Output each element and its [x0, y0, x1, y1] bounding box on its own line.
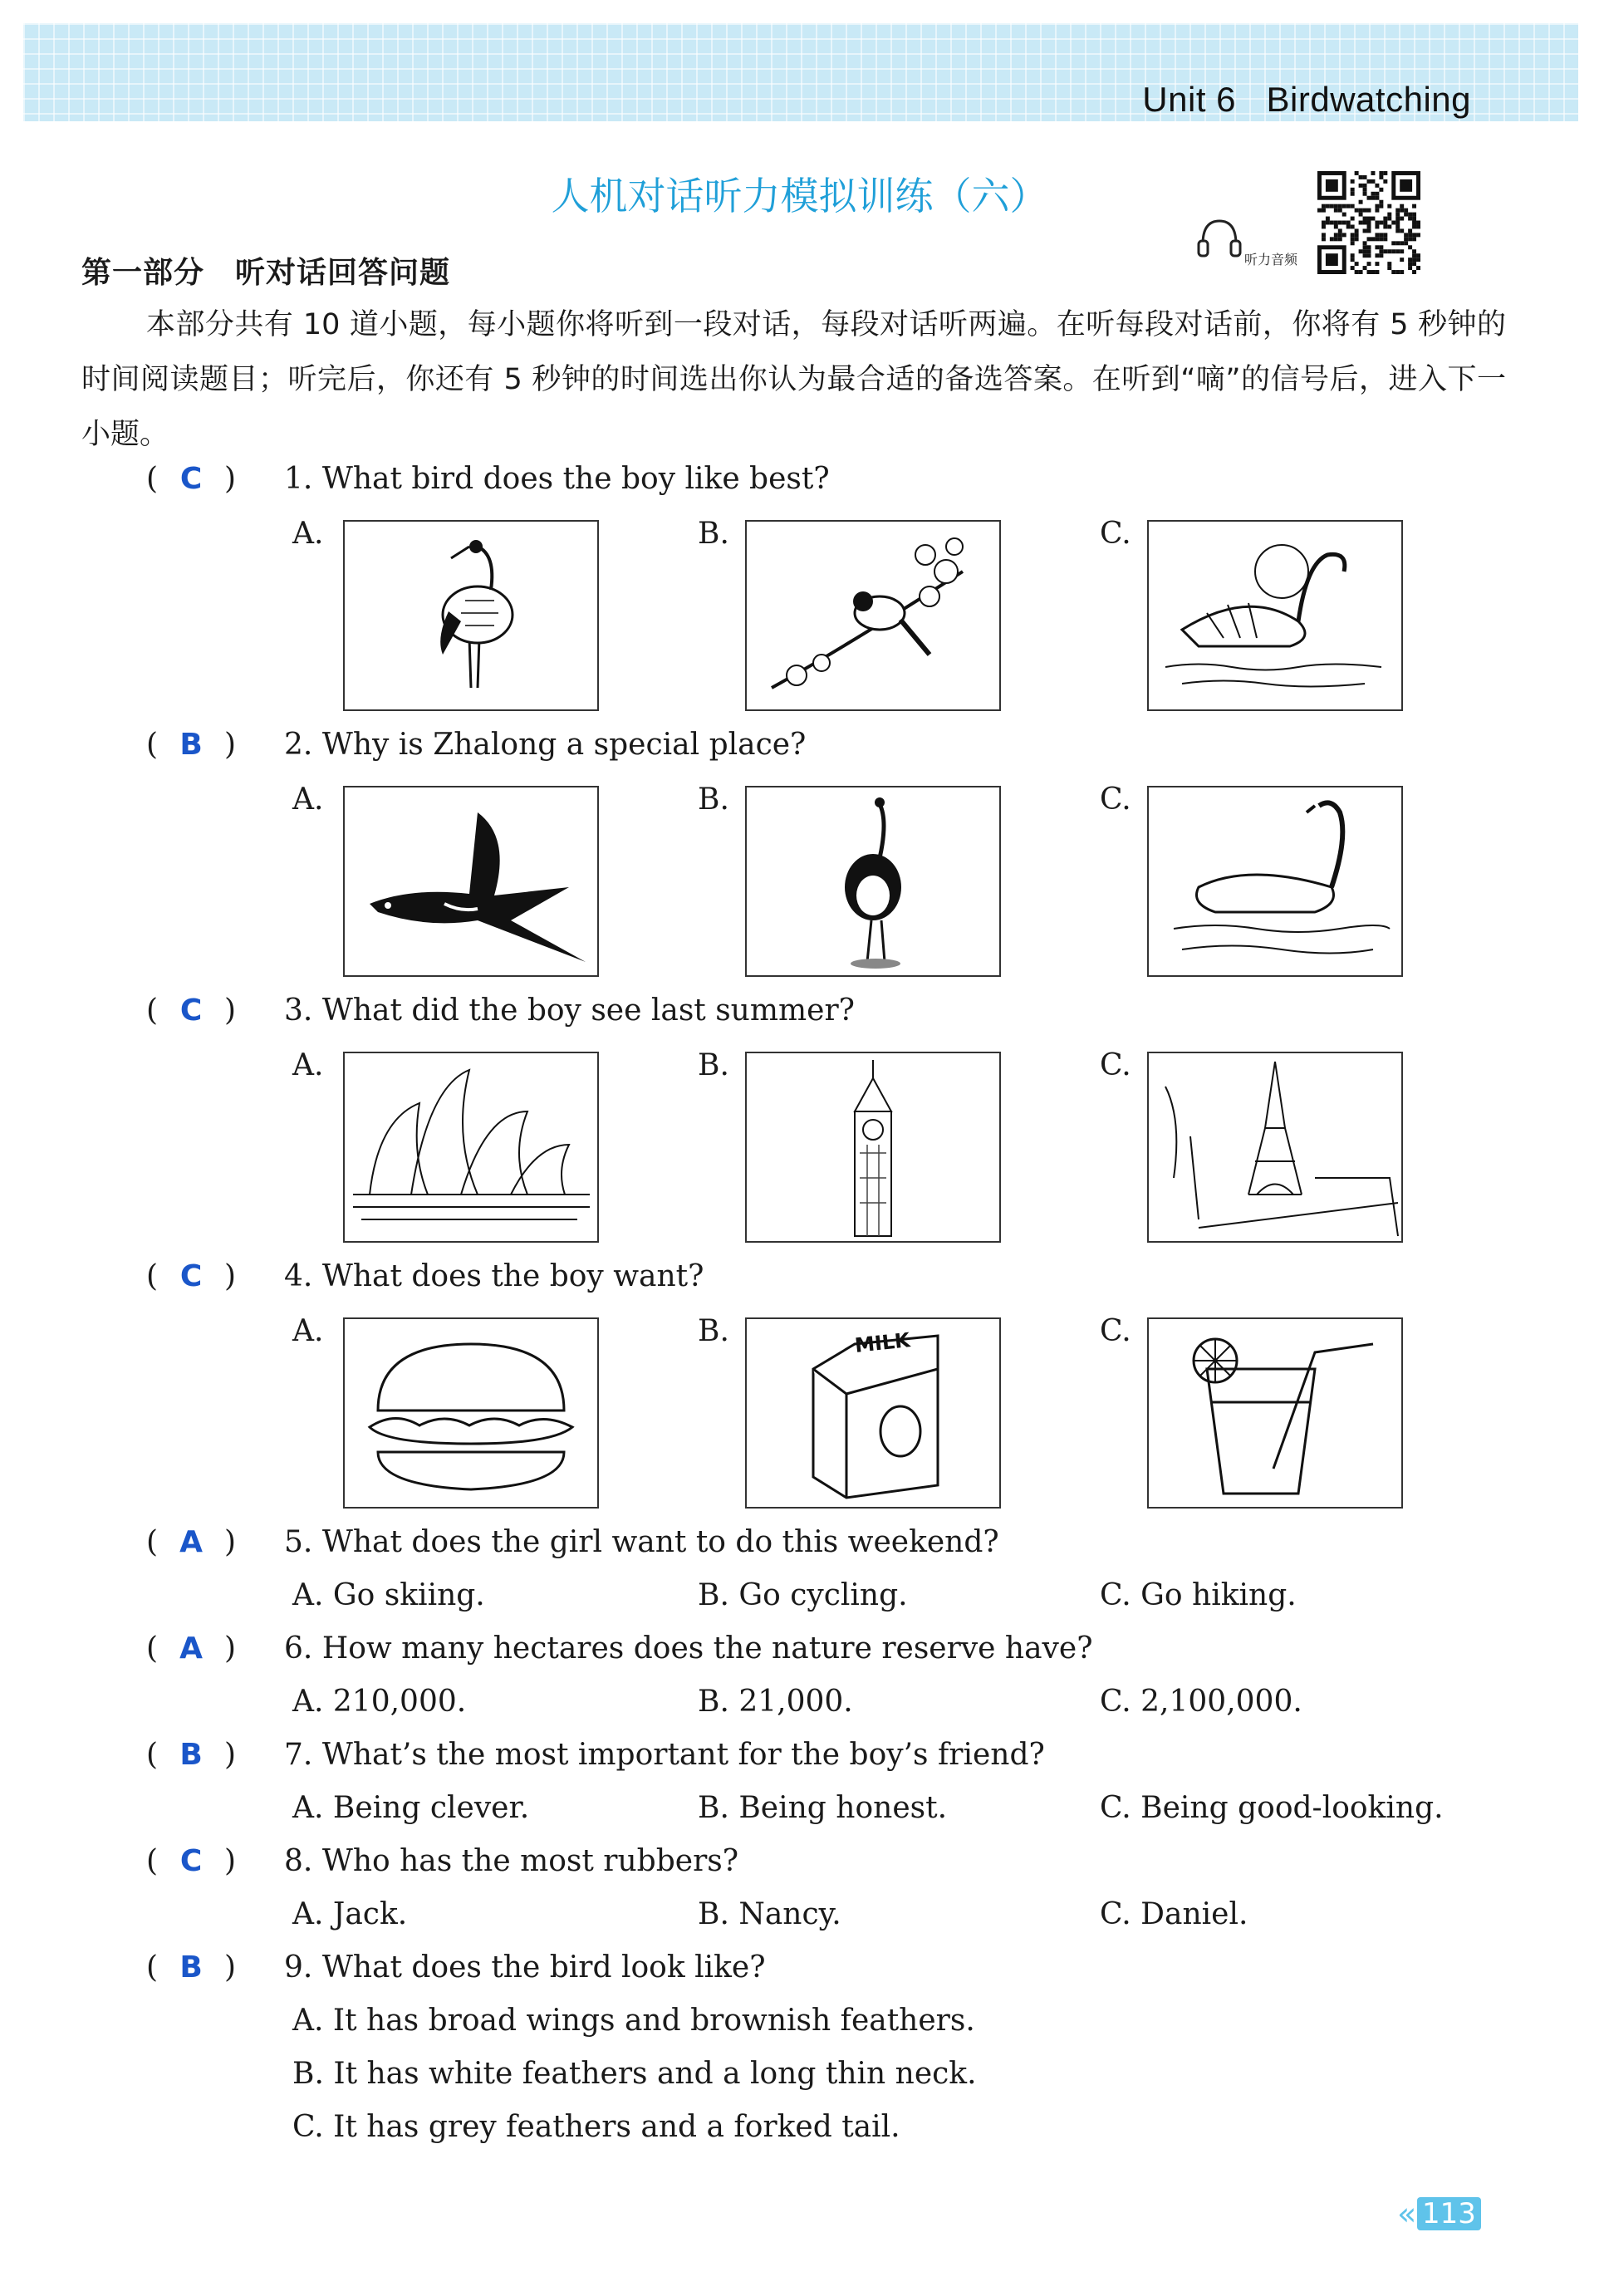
option-b[interactable]: B. 21,000.	[698, 1685, 853, 1719]
answer-3: C	[179, 993, 203, 1028]
answer-1: C	[179, 462, 203, 496]
answer-2: B	[179, 728, 203, 762]
option-label-c: C.	[1100, 1314, 1131, 1348]
option-c[interactable]: C. Being good-looking.	[1100, 1791, 1444, 1825]
question-text: What’s the most important for the boy’s friend?	[321, 1738, 1045, 1772]
option-b[interactable]: B. Nancy.	[698, 1897, 841, 1931]
question-number: 1.	[284, 462, 313, 496]
hamburger-icon	[345, 1319, 597, 1507]
question-number: 9.	[284, 1950, 313, 1984]
question-number: 6.	[284, 1631, 313, 1666]
option-b[interactable]: B. Being honest.	[698, 1791, 948, 1825]
option-label-b: B.	[698, 783, 729, 817]
section-title: 第一部分 听对话回答问题	[81, 256, 451, 290]
option-b[interactable]: B. It has white feathers and a long thin neck.	[292, 2057, 977, 2091]
option-label-a: A.	[292, 1048, 324, 1082]
big-ben-icon	[747, 1053, 999, 1241]
crane-standing-icon	[747, 787, 999, 975]
answer-9: B	[179, 1950, 203, 1984]
picture-milk[interactable]	[745, 1317, 1001, 1509]
option-label-b: B.	[698, 517, 729, 551]
question-number: 5.	[284, 1525, 313, 1559]
question-number: 2.	[284, 728, 313, 762]
option-label-b: B.	[698, 1048, 729, 1082]
question-text: Who has the most rubbers?	[321, 1844, 739, 1878]
picture-big-ben[interactable]	[745, 1052, 1001, 1243]
picture-juice[interactable]	[1147, 1317, 1403, 1509]
question-text: What does the girl want to do this weekend?	[321, 1525, 999, 1559]
magpie-icon	[747, 522, 999, 709]
picture-swallow[interactable]	[343, 786, 599, 977]
swans-icon	[1149, 522, 1401, 709]
question-number: 4.	[284, 1259, 313, 1293]
option-c[interactable]: C. Daniel.	[1100, 1897, 1248, 1931]
question-text: How many hectares does the nature reserve have?	[321, 1631, 1093, 1666]
option-label-c: C.	[1100, 1048, 1131, 1082]
audio-qr[interactable]	[1196, 171, 1420, 277]
question-2: ( B ) 2. Why is Zhalong a special place?	[146, 728, 807, 762]
opera-house-icon	[345, 1053, 597, 1241]
answer-5: A	[179, 1525, 203, 1559]
question-1: ( C ) 1. What bird does the boy like best?	[146, 462, 830, 496]
question-9: ( B ) 9. What does the bird look like?	[146, 1950, 766, 1984]
answer-7: B	[179, 1738, 203, 1772]
question-4: ( C ) 4. What does the boy want?	[146, 1259, 704, 1293]
page-number: 113	[1417, 2197, 1481, 2230]
section-intro: 本部分共有 10 道小题，每小题你将听到一段对话，每段对话听两遍。在听每段对话前，你将有 5 秒钟的时间阅读题目；听完后，你还有 5 秒钟的时间选出你认为最合适的备选答案。在听到“嘀”的信号后，进入下一小题。	[81, 308, 1506, 451]
picture-hamburger[interactable]	[343, 1317, 599, 1509]
swan-icon	[1149, 787, 1401, 975]
option-a[interactable]: A. It has broad wings and brownish feathers.	[292, 2004, 975, 2038]
question-7: ( B ) 7. What’s the most important for the boy’s friend?	[146, 1738, 1045, 1772]
crane-icon	[345, 522, 597, 709]
question-3: ( C ) 3. What did the boy see last summer?	[146, 993, 855, 1028]
answer-4: C	[179, 1259, 203, 1293]
question-text: What does the boy want?	[321, 1259, 704, 1293]
chevron-left-icon: «	[1397, 2195, 1417, 2232]
picture-swan[interactable]	[1147, 786, 1403, 977]
option-a[interactable]: A. Jack.	[292, 1897, 408, 1931]
question-5: ( A ) 5. What does the girl want to do this weekend?	[146, 1525, 999, 1559]
milk-carton-icon	[747, 1319, 999, 1507]
option-label-a: A.	[292, 517, 324, 551]
option-a[interactable]: A. Go skiing.	[292, 1578, 485, 1612]
question-6: ( A ) 6. How many hectares does the nature reserve have?	[146, 1631, 1093, 1666]
option-b[interactable]: B. Go cycling.	[698, 1578, 908, 1612]
option-label-c: C.	[1100, 517, 1131, 551]
picture-opera-house[interactable]	[343, 1052, 599, 1243]
question-8: ( C ) 8. Who has the most rubbers?	[146, 1844, 739, 1878]
question-number: 3.	[284, 993, 313, 1028]
option-c[interactable]: C. 2,100,000.	[1100, 1685, 1302, 1719]
picture-redcrowned-crane[interactable]	[745, 786, 1001, 977]
option-label-b: B.	[698, 1314, 729, 1348]
option-c[interactable]: C. It has grey feathers and a forked tail.	[292, 2110, 900, 2144]
audio-label: 听力音频	[1244, 252, 1298, 267]
milk-label: MILK	[853, 1328, 911, 1358]
picture-magpie[interactable]	[745, 520, 1001, 711]
unit-label: Unit 6	[1142, 80, 1237, 119]
question-number: 7.	[284, 1738, 313, 1772]
juice-glass-icon	[1149, 1319, 1401, 1507]
page-title: 人机对话听力模拟训练（六）	[551, 174, 1048, 218]
question-text: What did the boy see last summer?	[321, 993, 855, 1028]
unit-title	[1142, 80, 1471, 120]
option-label-c: C.	[1100, 783, 1131, 817]
swallow-icon	[345, 787, 597, 975]
picture-swans[interactable]	[1147, 520, 1403, 711]
option-c[interactable]: C. Go hiking.	[1100, 1578, 1297, 1612]
answer-6: A	[179, 1631, 203, 1666]
eiffel-tower-icon	[1149, 1053, 1401, 1241]
answer-8: C	[179, 1844, 203, 1878]
question-text: What does the bird look like?	[321, 1950, 766, 1984]
question-number: 8.	[284, 1844, 313, 1878]
headphone-icon	[1196, 216, 1243, 259]
unit-topic: Birdwatching	[1266, 80, 1471, 119]
option-label-a: A.	[292, 783, 324, 817]
option-a[interactable]: A. Being clever.	[292, 1791, 530, 1825]
qr-code-icon[interactable]	[1317, 171, 1420, 274]
option-label-a: A.	[292, 1314, 324, 1348]
question-text: What bird does the boy like best?	[321, 462, 830, 496]
picture-eiffel-tower[interactable]	[1147, 1052, 1403, 1243]
question-text: Why is Zhalong a special place?	[321, 728, 807, 762]
option-a[interactable]: A. 210,000.	[292, 1685, 467, 1719]
picture-crane[interactable]	[343, 520, 599, 711]
